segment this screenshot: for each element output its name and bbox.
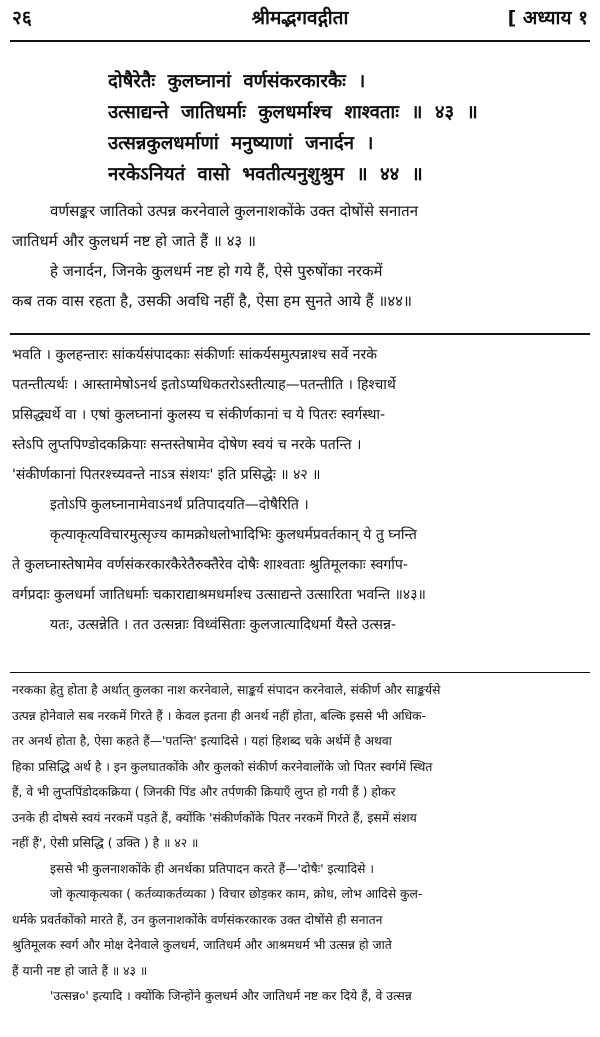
- chapter-label: [ अध्याय १: [507, 7, 588, 29]
- sanskrit-commentary: [12, 340, 588, 640]
- text-line: ते कुलघ्नास्तेषामेव वर्णसंकरकारकैरेतैरुक्तैरेव दोषैः शाश्वताः श्रुतिमूलकाः स्वर्गाप-: [12, 557, 408, 573]
- text-line: हे जनार्दन, जिनके कुलधर्म नष्ट हो गये हैं, ऐसे पुरुषोंका नरकमें: [50, 262, 383, 280]
- page-number: २६: [12, 7, 32, 29]
- text-line: नरकका हेतु होता है अर्थात् कुलका नाश करनेवाले, साङ्कर्य संपादन करनेवाले, संकीर्ण और साङ्कर्यसे: [12, 683, 441, 697]
- text-line: कब तक वास रहता है, उसकी अवधि नहीं है, ऐसा हम सुनते आये हैं ॥४४॥: [12, 292, 412, 310]
- hindi-translation: [12, 196, 588, 316]
- text-line: हिका प्रसिद्धि अर्थ है । इन कुलघातकोंके और कुलको संकीर्ण करनेवालोंके जो पितर स्वर्गमें स्थित: [12, 759, 433, 774]
- notes-rule: [10, 672, 590, 673]
- header-rule: [10, 40, 590, 42]
- text-line: भवति । कुलहन्तारः सांकर्यसंपादकाः संकीर्णाः सांकर्यसमुत्पन्नाश्च सर्वे नरके: [12, 347, 377, 363]
- text-line: 'संकीर्णकानां पितरश्च्यवन्ते नाऽत्र संशयः' इति प्रसिद्धेः ॥ ४२ ॥: [12, 467, 321, 483]
- verse-line: उत्सन्नकुलधर्माणां मनुष्याणां जनार्दन ।: [108, 133, 374, 154]
- verse-line: नरकेऽनियतं वासो भवतीत्यनुशुश्रुम ॥ ४४ ॥: [108, 164, 423, 185]
- text-line: तर अनर्थ होता है, ऐसा कहते हैं—'पतन्ति' इत्यादिसे । यहां हिशब्द चके अर्थमें है अथवा: [12, 734, 392, 748]
- verse-line: दोषैरेतैः कुलघ्नानां वर्णसंकरकारकैः ।: [108, 71, 366, 92]
- text-line: वर्णसङ्कर जातिको उत्पन्न करनेवाले कुलनाशकोंके उक्त दोषोंसे सनातन: [50, 202, 419, 220]
- text-line: हैं, वे भी लुप्तपिंडोदकक्रिया ( जिनकी पिंड और तर्पणकी क्रियाएँ लुप्त हो गयी हैं ) होकर: [12, 785, 396, 799]
- text-line: स्तेऽपि लुप्तपिण्डोदकक्रियाः सन्तस्तेषामेव दोषेण स्वयं च नरके पतन्ति ।: [12, 437, 362, 453]
- text-line: कृत्याकृत्यविचारमुत्सृज्य कामक्रोधलोभादिभिः कुलधर्मप्रवर्तकान् ये तु घ्नन्ति: [50, 527, 417, 543]
- sanskrit-verses: [108, 66, 588, 190]
- hindi-notes: [12, 678, 588, 1010]
- text-line: उत्पन्न होनेवाले सब नरकमें गिरते हैं । केवल इतना ही अनर्थ नहीं होता, बल्कि इससे भी अधिक-: [12, 708, 426, 723]
- text-line: पतन्तीत्यर्थः । आस्तामेषोऽनर्थ इतोऽप्यधिकतरोऽस्तीत्याह—पतन्तीति । हिश्चार्थे: [12, 377, 396, 393]
- text-line: इतोऽपि कुलघ्नानामेवाऽनर्थं प्रतिपादयति—दोषैरिति ।: [50, 497, 309, 513]
- text-line: नहीं हैं', ऐसी प्रसिद्धि ( उक्ति ) है ॥ ४२ ॥: [12, 836, 199, 850]
- page-header: [12, 2, 588, 32]
- text-line: यतः, उत्सन्नेति । तत उत्सन्नाः विध्वंसिताः कुलजात्यादिधर्मा यैस्ते उत्सन्न-: [50, 617, 396, 633]
- text-line: धर्मके प्रवर्तकोंको मारते हैं, उन कुलनाशकोंके वर्णसंकरकारक उक्त दोषोंसे ही सनातन: [12, 912, 383, 927]
- text-line: 'उत्सन्न०' इत्यादि । क्योंकि जिन्होंने कुलधर्म और जातिधर्म नष्ट कर दिये हैं, वे उत्सन्न: [50, 989, 412, 1003]
- verse-line: उत्साद्यन्ते जातिधर्माः कुलधर्माश्च शाश्वताः ॥ ४३ ॥: [108, 102, 478, 123]
- section-rule: [10, 333, 590, 335]
- text-line: जातिधर्म और कुलधर्म नष्ट हो जाते हैं ॥ ४३ ॥: [12, 232, 256, 250]
- text-line: श्रुतिमूलक स्वर्ग और मोक्ष देनेवाले कुलधर्म, जातिधर्म और आश्रमधर्म भी उत्सन्न हो जाते: [12, 938, 392, 952]
- text-line: प्रसिद्ध्यर्थे वा । एषां कुलघ्नानां कुलस्य च संकीर्णकानां च ये पितरः स्वर्गस्था-: [12, 407, 386, 423]
- text-line: हैं यानी नष्ट हो जाते हैं ॥ ४३ ॥: [12, 963, 148, 978]
- text-line: उनके ही दोषसे स्वयं नरकमें पड़ते हैं, क्योंकि 'संकीर्णकोंके पितर नरकमें गिरते हैं, इसमें संशय: [12, 810, 417, 825]
- text-line: इससे भी कुलनाशकोंके ही अनर्थका प्रतिपादन करते हैं—'दोषैः' इत्यादिसे ।: [50, 861, 375, 876]
- book-title: श्रीमद्भगवद्गीता: [251, 7, 349, 29]
- text-line: जो कृत्याकृत्यका ( कर्तव्याकर्तव्यका ) विचार छोड़कर काम, क्रोध, लोभ आदिसे कुल-: [50, 887, 423, 901]
- text-line: वर्गप्रदाः कुलधर्मा जातिधर्माः चकाराद्याश्रमधर्माश्च उत्साद्यन्ते उत्सारिता भवन्ति ॥४३॥: [12, 587, 426, 603]
